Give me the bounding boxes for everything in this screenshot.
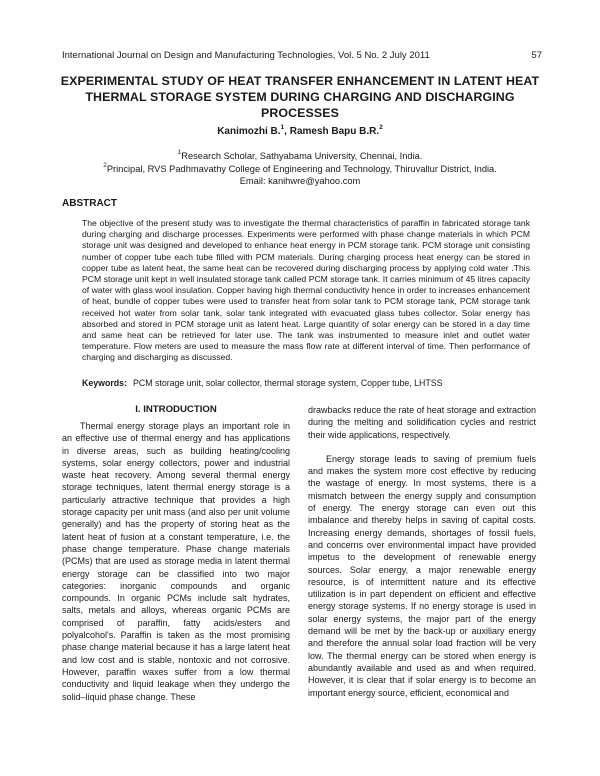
affiliation-1-text: Research Scholar, Sathyabama University, Chennai, India.	[181, 151, 423, 161]
body-column-left: Thermal energy storage plays an important role in an effective use of thermal energy and has applications in diverse areas, such as building heating/cooling systems, solar energy collectors, power and industrial waste heat recovery. Among several thermal energy storage techniques, latent thermal energy storage is a particularly attractive technique that provides a high storage capacity per unit mass (and also per unit volume generally) and has the property of storing heat as the latent heat of fusion at a constant temperature, i.e. the phase change temperature. Phase change materials (PCMs) that are used as storage media in latent thermal energy storage can be classified into two major categories: inorganic compounds and organic compounds. In organic PCMs include salt hydrates, salts, metals and alloys, whereas organic PCMs are comprised of paraffin, fatty acids/esters and polyalcohol's. Paraffin is taken as the most promising phase change material because it has a large latent heat and low cost and is stable, nontoxic and not corrosive. However, paraffin waxes suffer from a low thermal conductivity and liquid leakage when they undergo the solid–liquid phase change. These	[62, 421, 290, 702]
abstract-text: The objective of the present study was to investigate the thermal characteristics of paraffin in fabricated storage tank during charging and discharge processes. Experiments were performed with phase change materials in which PCM storage unit was designed and developed to enhance heat energy in PCM storage tank. PCM storage unit consisting number of copper tube each tube filled with PCM materials. During charging process heat energy can be stored in copper tube as latent heat, the same heat can be recovered during discharging process by applying cold water .This PCM storage unit kept in well insulated storage tank called PCM storage tank. It carries minimum of 45 litres capacity of water with glass wool insulation. Copper having high thermal conductivity hence in order to increases enhancement of heat, bundle of copper tubes were used to transfer heat from solar tank to PCM storage tank, PCM storage tank received hot water from solar tank, solar tank integrated with evacuated glass tubes collector. Solar energy has absorbed and stored in PCM storage unit as latent heat. Large quantity of solar energy can be stored in a day time and same heat can be retrieved for later use. The tank was instrumented to measure inlet and outlet water temperature. Flow meters are used to measure the mass flow rate at different interval of time. Then performance of charging and discharging as discussed.	[82, 218, 530, 363]
keywords-text: PCM storage unit, solar collector, thermal storage system, Copper tube, LHTSS	[132, 378, 443, 388]
affiliation-2-text: Principal, RVS Padhmavathy College of Engineering and Technology, Thiruvallur District, India.	[106, 164, 497, 174]
body-column-right	[308, 404, 536, 699]
author-email: Email: kanihwre@yahoo.com	[239, 176, 361, 186]
paper-title: EXPERIMENTAL STUDY OF HEAT TRANSFER ENHANCEMENT IN LATENT HEAT THERMAL STORAGE SYSTEM DURING CHARGING AND DISCHARGING PROCESSES	[60, 74, 540, 120]
journal-citation: International Journal on Design and Manufacturing Technologies, Vol. 5 No. 2 July 2011	[62, 50, 430, 61]
keywords-label: Keywords:	[82, 378, 127, 388]
author-1: Kanimozhi B.	[217, 126, 281, 137]
page-number: 57	[531, 50, 542, 61]
running-header	[62, 50, 542, 61]
author-2-marker: 2	[379, 124, 383, 131]
author-separator: ,	[284, 126, 290, 137]
affiliation-1-marker: 1	[177, 149, 182, 156]
author-line	[0, 126, 600, 137]
body-paragraph: Energy storage leads to saving of premium fuels and makes the system more cost effective by reducing the wastage of energy. In most systems, there is a mismatch between the energy supply and consumption of energy. The energy storage can even out this imbalance and thereby helps in saving of capital costs. Increasing energy demands, shortages of fossil fuels, and concerns over environmental impact have provided impetus to the development of renewable energy sources. Solar energy, a major renewable energy resource, is of intermittent nature and its effective utilization is in part dependent on efficient and effective energy storage systems. If no energy storage is used in solar energy systems, the major part of the energy demand will be met by the back-up or auxiliary energy and therefore the annual solar load fraction will be very low. The thermal energy can be stored when energy is abundantly available and used as and when required. However, it is clear that if solar energy is to become an important energy source, efficient, economical and	[308, 453, 536, 698]
affiliation-2	[0, 164, 600, 174]
abstract-heading: ABSTRACT	[62, 198, 117, 209]
author-1-marker: 1	[280, 124, 285, 131]
section-heading-introduction: I. INTRODUCTION	[135, 404, 217, 415]
keywords-line	[82, 378, 530, 388]
affiliation-2-marker: 2	[103, 162, 107, 169]
body-paragraph: drawbacks reduce the rate of heat storage and extraction during the melting and solidification cycles and restrict their wide applications, respectively.	[308, 405, 536, 440]
affiliation-1	[0, 151, 600, 161]
author-2: Ramesh Bapu B.R.	[289, 126, 380, 137]
